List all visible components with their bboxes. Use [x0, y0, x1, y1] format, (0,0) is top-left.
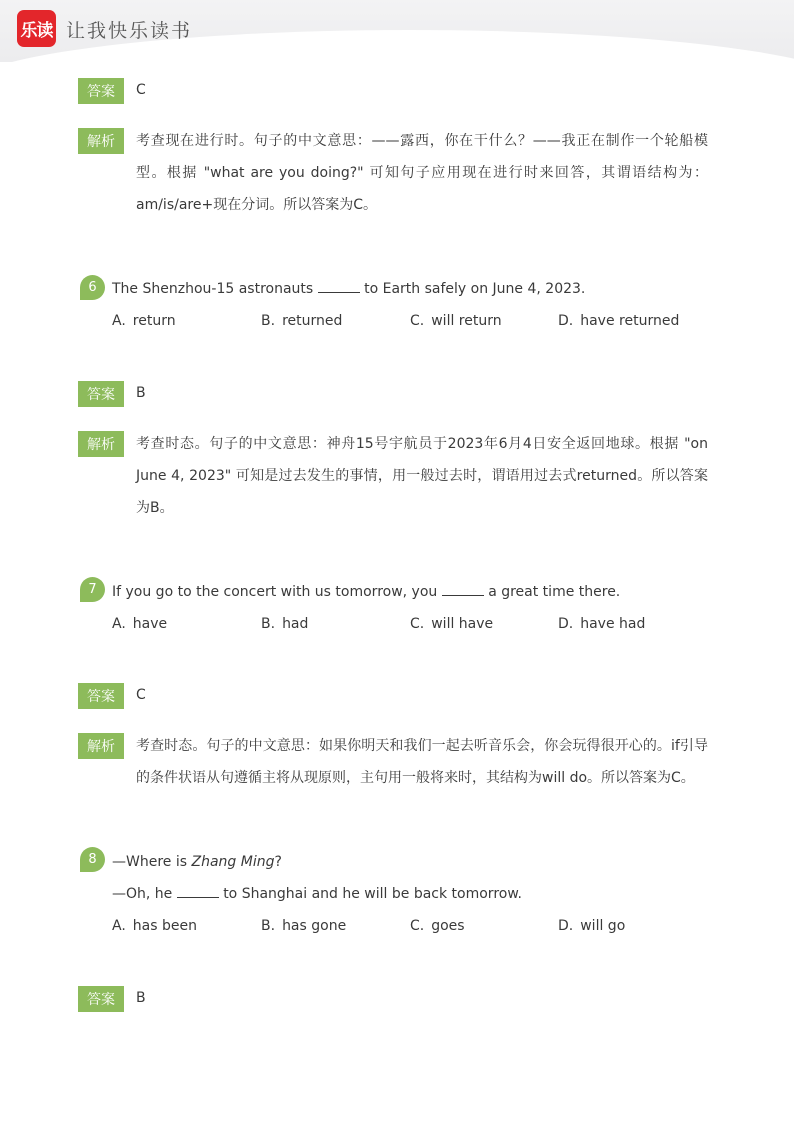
answer-blank: [177, 887, 219, 898]
question-stem: [112, 281, 585, 297]
explanation-tag: 解析: [78, 733, 124, 759]
explanation-text: 考查现在进行时。句子的中文意思：——露西，你在干什么？——我正在制作一个轮船模型。根据 "what are you doing?" 可知句子应用现在进行时来回答，其谓语结构为：am/is/are+现在分词。所以答案为C。: [136, 133, 708, 213]
answer-tag: 答案: [78, 986, 124, 1012]
brand-slogan: 让我快乐读书: [66, 20, 193, 42]
stem-after: a great time there.: [488, 584, 621, 600]
answer-tag: 答案: [78, 683, 124, 709]
stem-before: If you go to the concert with us tomorrow, you: [112, 584, 438, 600]
question-number-badge: 8: [80, 847, 105, 872]
stem-after: to Earth safely on June 4, 2023.: [364, 281, 586, 297]
option-b: B. returned: [261, 313, 343, 329]
answer-value: C: [136, 687, 146, 703]
explanation-tag: 解析: [78, 128, 124, 154]
answer-tag: 答案: [78, 381, 124, 407]
answer-value: B: [136, 385, 146, 401]
question-stem: [112, 584, 620, 600]
explanation-tag: 解析: [78, 431, 124, 457]
explanation-text: 考查时态。句子的中文意思：如果你明天和我们一起去听音乐会，你会玩得很开心的。if引导的条件状语从句遵循主将从现原则，主句用一般将来时，其结构为will do。所以答案为C。: [136, 738, 708, 786]
option-b: B. has gone: [261, 918, 347, 934]
question-number-badge: 6: [80, 275, 105, 300]
option-b: B. had: [261, 616, 309, 632]
question-line-2: —Oh, he to Shanghai and he will be back tomorrow.: [112, 886, 522, 902]
answer-value: B: [136, 990, 146, 1006]
option-c: C. goes: [410, 918, 465, 934]
answer-value: C: [136, 82, 146, 98]
answer-blank: [318, 282, 360, 293]
answer-tag: 答案: [78, 78, 124, 104]
option-d: D. have had: [558, 616, 646, 632]
question-line-1: —Where is Zhang Ming?: [112, 854, 282, 870]
brand-logo: 乐读: [17, 10, 56, 47]
question-number-badge: 7: [80, 577, 105, 602]
option-c: C. will return: [410, 313, 502, 329]
option-a: A. has been: [112, 918, 197, 934]
option-d: D. have returned: [558, 313, 680, 329]
option-a: A. have: [112, 616, 168, 632]
option-d: D. will go: [558, 918, 626, 934]
stem-before: The Shenzhou-15 astronauts: [112, 281, 314, 297]
answer-blank: [442, 585, 484, 596]
option-c: C. will have: [410, 616, 494, 632]
explanation-text: 考查时态。句子的中文意思：神舟15号宇航员于2023年6月4日安全返回地球。根据 "on June 4, 2023" 可知是过去发生的事情，用一般过去时，谓语用过去式returned。所以答案为B。: [136, 436, 708, 516]
option-a: A. return: [112, 313, 176, 329]
person-name: Zhang Ming: [191, 854, 275, 870]
